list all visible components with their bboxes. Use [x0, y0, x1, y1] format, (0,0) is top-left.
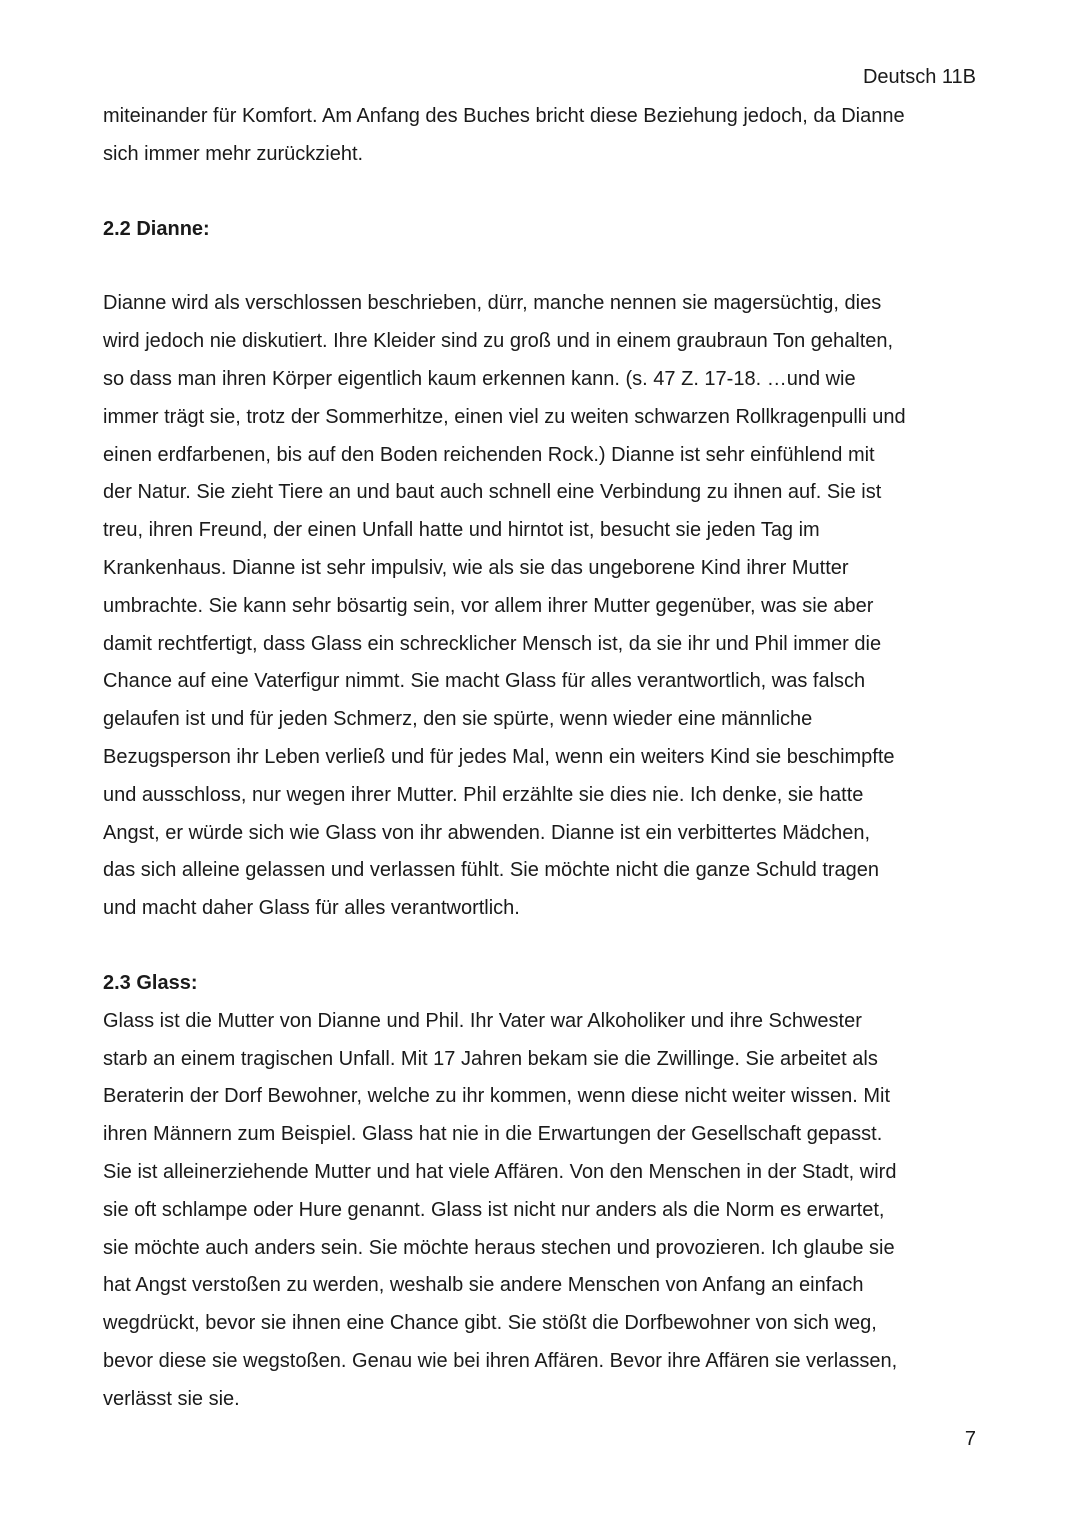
- section-heading-dianne: 2.2 Dianne:: [103, 217, 210, 240]
- spacer: [103, 174, 981, 211]
- spacer: [103, 248, 981, 285]
- dianne-paragraph: Dianne wird als verschlossen beschrieben, dürr, manche nennen sie magersüchtig, dies wird jedoch nie diskutiert. Ihre Kleider sind zu groß und in einem graubraun Ton gehalten, so dass man ihren Körper eigentlich kaum erkennen kann. (s. 47 Z. 17-18. …und wie immer trägt sie, trotz der Sommerhitze, einen viel zu weiten schwarzen Rollkragenpulli und einen erdfarbenen, bis auf den Boden reichenden Rock.) Dianne ist sehr einfühlend mit der Natur. Sie zieht Tiere an und baut auch schnell eine Verbindung zu ihnen auf. Sie ist treu, ihren Freund, der einen Unfall hatte und hirntot ist, besucht sie jeden Tag im Krankenhaus. Dianne ist sehr impulsiv, wie als sie das ungeborene Kind ihrer Mutter umbrachte. Sie kann sehr bösartig sein, vor allem ihrer Mutter gegenüber, was sie aber damit rechtfertigt, dass Glass ein schrecklicher Mensch ist, da sie ihr und Phil immer die Chance auf eine Vaterfigur nimmt. Sie macht Glass für alles verantwortlich, was falsch gelaufen ist und für jeden Schmerz, den sie spürte, wenn wieder eine männliche Bezugsperson ihr Leben verließ und für jedes Mal, wenn ein weiters Kind sie beschimpfte und ausschloss, nur wegen ihrer Mutter. Phil erzählte sie dies nie. Ich denke, sie hatte Angst, er würde sich wie Glass von ihr abwenden. Dianne ist ein verbittertes Mädchen, das sich alleine gelassen und verlassen fühlt. Sie möchte nicht die ganze Schuld tragen und macht daher Glass für alles verantwortlich.: [103, 292, 906, 920]
- page-number: 7: [964, 1428, 976, 1450]
- section-heading-glass: 2.3 Glass:: [103, 971, 198, 994]
- intro-paragraph: miteinander für Komfort. Am Anfang des Buches bricht diese Beziehung jedoch, da Dianne sich immer mehr zurückzieht.: [103, 105, 905, 165]
- glass-paragraph: Glass ist die Mutter von Dianne und Phil. Ihr Vater war Alkoholiker und ihre Schwester starb an einem tragischen Unfall. Mit 17 Jahren bekam sie die Zwillinge. Sie arbeitet als Beraterin der Dorf Bewohner, welche zu ihr kommen, wenn diese nicht weiter wissen. Mit ihren Männern zum Beispiel. Glass hat nie in die Erwartungen der Gesellschaft gepasst. Sie ist alleinerziehende Mutter und hat viele Affären. Von den Menschen in der Stadt, wird sie oft schlampe oder Hure genannt. Glass ist nicht nur anders als die Norm es erwartet, sie möchte auch anders sein. Sie möchte heraus stechen und provozieren. Ich glaube sie hat Angst verstoßen zu werden, weshalb sie andere Menschen von Anfang an einfach wegdrückt, bevor sie ihnen eine Chance gibt. Sie stößt die Dorfbewohner von sich weg, bevor diese sie wegstoßen. Genau wie bei ihren Affären. Bevor ihre Affären sie verlassen, verlässt sie sie.: [103, 1009, 898, 1410]
- course-header: Deutsch 11B: [862, 66, 976, 88]
- document-body: [103, 98, 981, 1419]
- spacer: [103, 928, 981, 965]
